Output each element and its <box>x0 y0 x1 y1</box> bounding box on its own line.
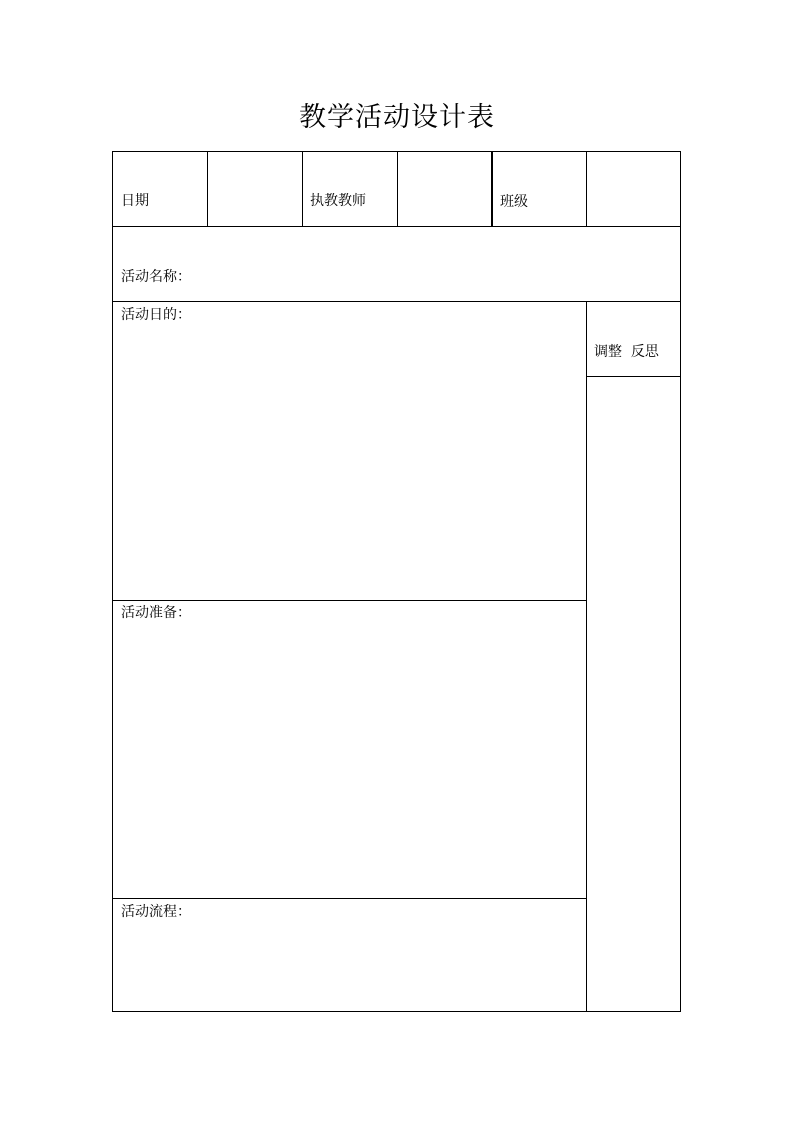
class-label-cell <box>491 151 587 227</box>
date-label: 日期 <box>121 193 149 209</box>
activity-prep-label: 活动准备： <box>121 605 191 621</box>
activity-name-label: 活动名称： <box>121 269 191 285</box>
activity-flow-cell[interactable] <box>112 898 587 1012</box>
activity-flow-label: 活动流程： <box>121 904 191 920</box>
activity-prep-cell[interactable] <box>112 600 587 899</box>
activity-goal-label: 活动日的： <box>121 307 191 323</box>
date-label-cell <box>112 151 208 227</box>
teacher-label-cell <box>302 151 398 227</box>
adjust-reflect-header-cell <box>586 301 681 377</box>
adjust-reflect-label: 调整 反思 <box>594 344 659 360</box>
date-value-cell[interactable] <box>207 151 303 227</box>
class-value-cell[interactable] <box>586 151 681 227</box>
teacher-label: 执教教师 <box>310 193 366 209</box>
teacher-value-cell[interactable] <box>397 151 493 227</box>
page-title: 教学活动设计表 <box>299 102 495 133</box>
adjust-reflect-content-cell[interactable] <box>586 376 681 1012</box>
class-label: 班级 <box>500 194 528 210</box>
activity-design-form <box>112 151 681 1012</box>
activity-goal-cell[interactable] <box>112 301 587 601</box>
activity-name-cell[interactable] <box>112 226 681 302</box>
